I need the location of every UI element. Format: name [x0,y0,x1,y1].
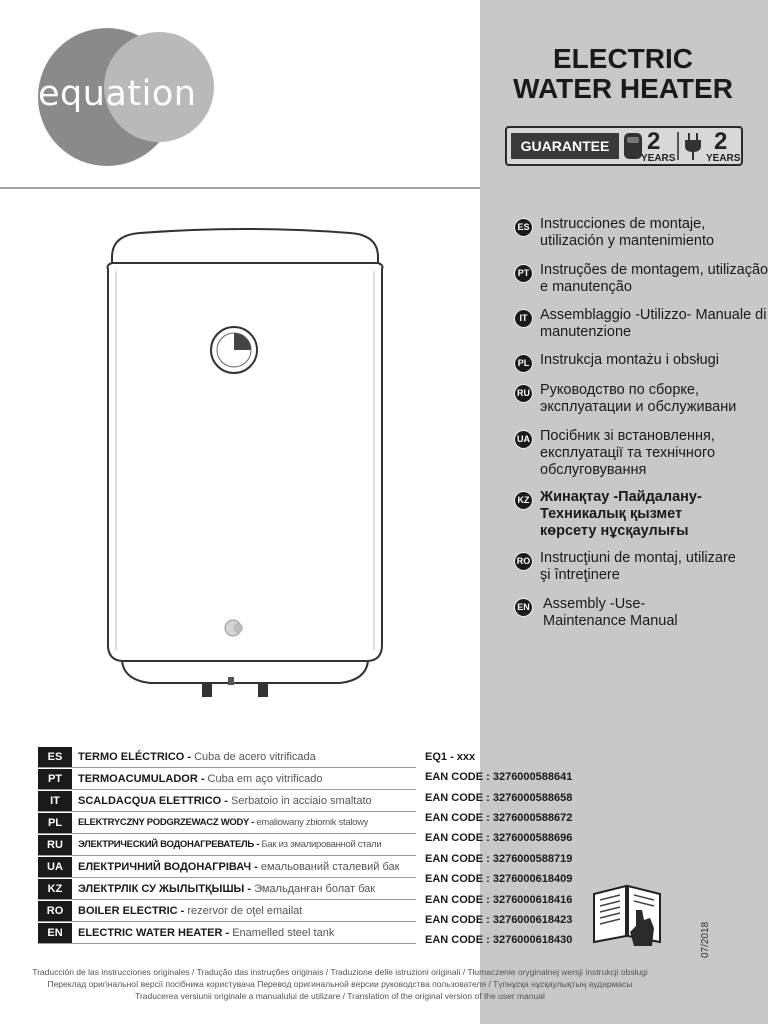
electric-years-number: 2 [714,128,728,155]
product-lang-code: KZ [38,879,72,899]
guarantee-badge [505,126,743,166]
footer-line-1: Traducción de las instrucciones originales / Tradução das instruções originais / Traduzione delle istruzioni originali / Tłumaczenie oryginalnej wersji instrukcji obsługi [32,967,648,977]
plug-icon [682,132,704,160]
product-tank: emaliowany zbiornik stalowy [256,817,369,828]
lang-title: Assemblaggio -Utilizzo- Manuale di manutenzione [540,307,767,340]
lang-code-badge: RU [514,384,533,403]
lang-code-badge: ES [514,218,533,237]
product-tank: емальований сталевий бак [260,861,400,873]
product-name: ЭЛЕКТРИЧЕСКИЙ ВОДОНАГРЕВАТЕЛЬ - [78,839,262,850]
product-lang-code: EN [38,923,72,943]
ean-code: EAN CODE : 3276000588672 [425,812,573,824]
document-title [490,44,756,104]
product-lang-code: RO [38,901,72,921]
lang-title: Instruções de montagem, utilização e manutenção [540,262,768,295]
product-row [38,835,416,856]
product-lang-code: ES [38,747,72,767]
ean-code: EAN CODE : 3276000588696 [425,832,573,844]
product-description [78,835,381,855]
product-tank: Cuba em aço vitrificado [207,773,323,785]
product-tank: Serbatoio in acciaio smaltato [230,795,372,807]
footer-line-2: Переклад оригінальної версії посібника користувача Перевод оригинальной версии руководства пользователя / Түпнұсқа нұсқаулықтың аудармасы [47,979,633,989]
product-description [78,747,316,767]
lang-title: Instrucţiuni de montaj, utilizare şi întreţinere [540,550,736,583]
lang-title: Жинақтау -Пайдалану- Техникалық қызмет көрсету нұсқаулығы [540,489,702,539]
product-row [38,923,416,944]
water-heater-illustration [100,225,390,700]
lang-code-badge: EN [514,598,533,617]
brand-logo: equation [38,74,197,114]
product-tank: Эмальданған болат бак [254,883,376,895]
product-lang-code: IT [38,791,72,811]
product-lang-code: PT [38,769,72,789]
product-description [78,879,375,899]
ean-code: EAN CODE : 3276000618416 [425,894,573,906]
footer-line-3: Traducerea versiunii originale a manualului de utilizare / Translation of the original version of the user manual [135,991,545,1001]
guarantee-label: GUARANTEE [511,133,619,159]
ean-code: EAN CODE : 3276000588658 [425,792,573,804]
translation-notice [20,966,660,1002]
lang-code-badge: IT [514,309,533,328]
lang-code-badge: UA [514,430,533,449]
title-line-2: WATER HEATER [513,73,733,104]
ean-code: EAN CODE : 3276000588719 [425,853,573,865]
lang-title: Руководство по сборке, эксплуатации и обслуживани [540,382,737,415]
lang-title: Instrukcja montażu i obsługi [540,352,719,368]
lang-code-badge: KZ [514,491,533,510]
ean-code: EAN CODE : 3276000618430 [425,934,573,946]
ean-code: EAN CODE : 3276000618423 [425,914,573,926]
tank-years-number: 2 [647,128,661,155]
ean-code: EAN CODE : 3276000588641 [425,771,573,783]
product-description [78,901,302,921]
product-name: ЭЛЕКТРЛІК СУ ЖЫЛЫТҚЫШЫ - [78,883,255,895]
product-name: BOILER ELECTRIC - [78,905,188,917]
product-row [38,813,416,834]
product-row [38,879,416,900]
product-description [78,923,334,943]
product-description [78,791,372,811]
lang-code-badge: PT [514,264,533,283]
product-name: TERMOACUMULADOR - [78,773,208,785]
product-tank: rezervor de oţel emailat [187,905,303,917]
product-description [78,813,368,833]
document-date: 07/2018 [700,921,711,958]
product-row [38,791,416,812]
lang-code-badge: PL [514,354,533,373]
lang-title: Посібник зі встановлення, експлуатації та технічного обслуговування [540,428,716,478]
title-line-1: ELECTRIC [553,43,693,74]
lang-code-badge: RO [514,552,533,571]
model-code: EQ1 - xxx [425,751,476,763]
product-lang-code: RU [38,835,72,855]
product-description [78,769,323,789]
guarantee-separator [677,132,679,160]
lang-title: Instrucciones de montaje, utilización y mantenimiento [540,216,715,249]
header-divider [0,187,480,189]
ean-code: EAN CODE : 3276000618409 [425,873,573,885]
electric-years-label: YEARS [706,153,741,164]
product-row [38,857,416,878]
product-lang-code: PL [38,813,72,833]
product-row [38,747,416,768]
product-name: ЕЛЕКТРИЧНИЙ ВОДОНАГРІВАЧ - [78,861,261,873]
product-name: TERMO ELÉCTRICO - [78,751,195,763]
tank-years-label: YEARS [641,153,676,164]
product-tank: Enamelled steel tank [232,927,335,939]
product-lang-code: UA [38,857,72,877]
product-row [38,769,416,790]
product-name: ELEKTRYCZNY PODGRZEWACZ WODY - [78,817,257,828]
product-tank: Бак из эмалированной стали [261,839,382,850]
product-name: SCALDACQUA ELETTRICO - [78,795,231,807]
product-tank: Cuba de acero vitrificada [194,751,316,763]
read-manual-icon [590,880,664,950]
product-description [78,857,399,877]
lang-title: Assembly -Use- Maintenance Manual [543,596,678,629]
product-name: ELECTRIC WATER HEATER - [78,927,233,939]
product-row [38,901,416,922]
